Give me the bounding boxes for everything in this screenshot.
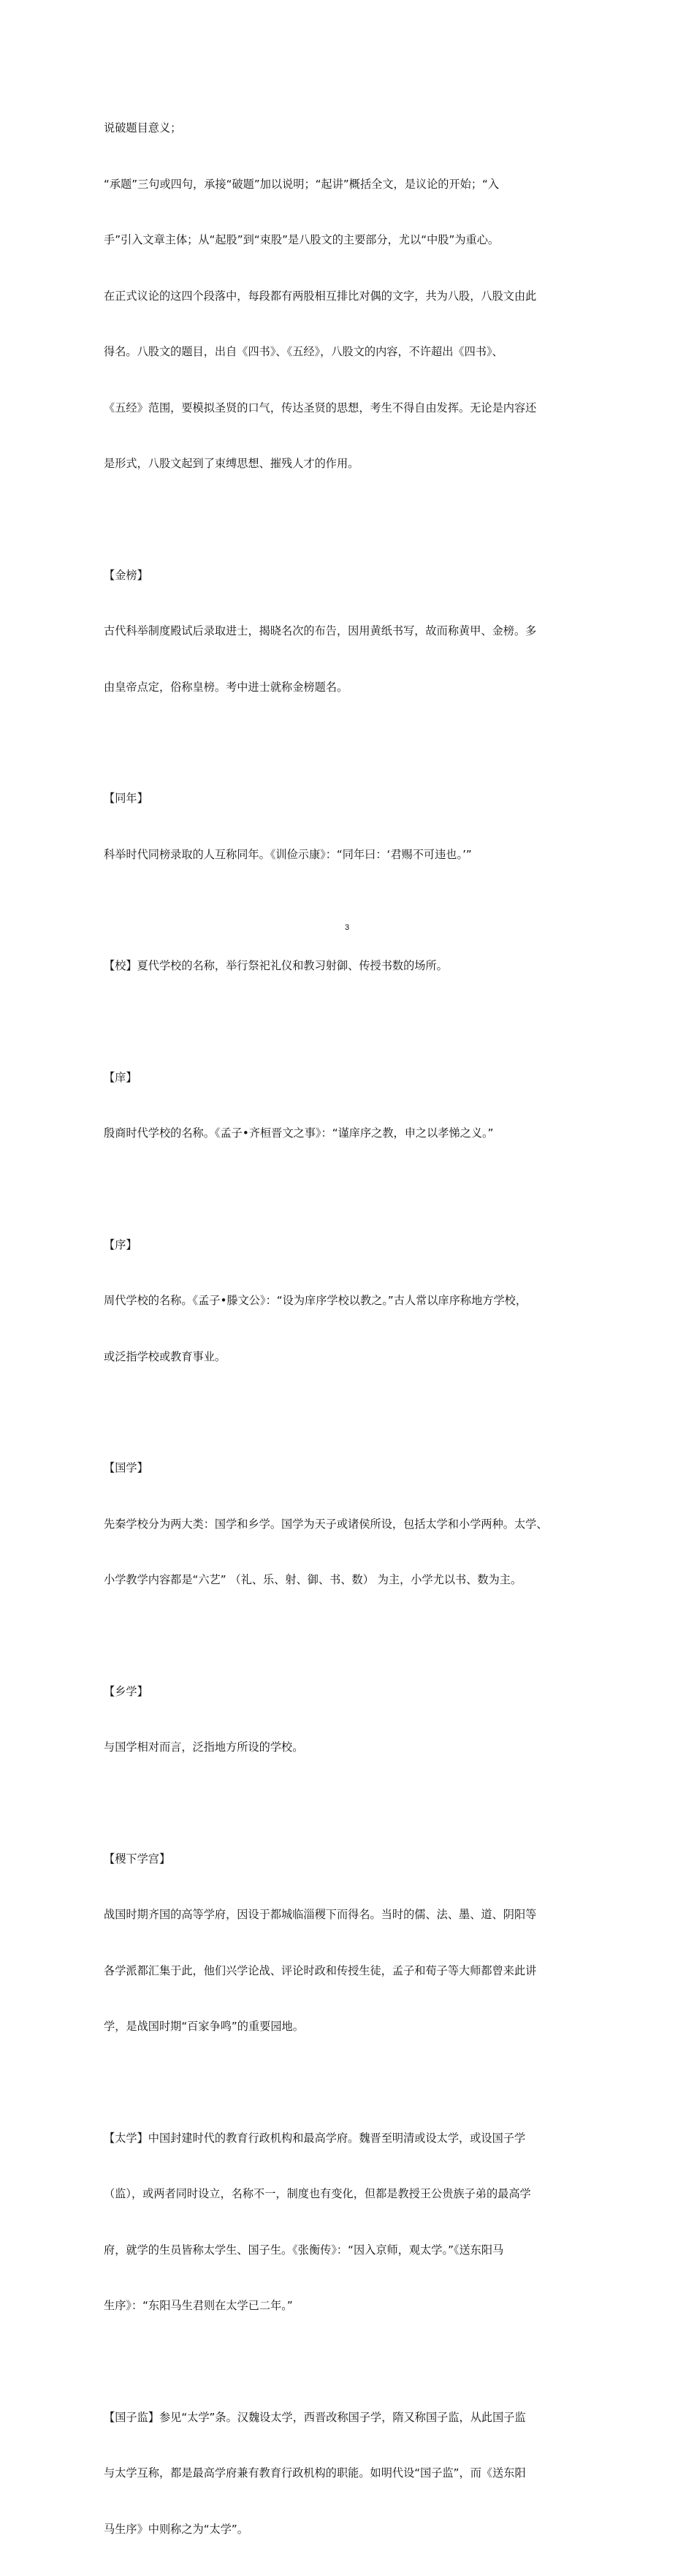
entry-heading: 【金榜】 bbox=[104, 567, 600, 586]
entry-xu bbox=[104, 1199, 600, 1404]
page-number: 3 bbox=[0, 923, 694, 932]
intro-line: 《五经》范围，要模拟圣贤的口气，传达圣贤的思想，考生不得自由发挥。无论是内容还 bbox=[104, 399, 600, 418]
entry-text: 小学教学内容都是“六艺” （礼、乐、射、御、书、数） 为主，小学尤以书、数为主。 bbox=[104, 1571, 600, 1590]
entry-text: 各学派都汇集于此，他们兴学论战、评论时政和传授生徒，孟子和荀子等大师都曾来此讲 bbox=[104, 1962, 600, 1981]
intro-line: 得名。八股文的题目，出自《四书》、《五经》，八股文的内容，不许超出《四书》、 bbox=[104, 343, 600, 362]
entry-text: 古代科举制度殿试后录取进士，揭晓名次的布告，因用黄纸书写，故而称黄甲、金榜。多 bbox=[104, 622, 600, 641]
entry-text: 学，是战国时期“百家争鸣”的重要园地。 bbox=[104, 2018, 600, 2037]
entry-text: 马生序》中则称之为“太学”。 bbox=[104, 2520, 600, 2539]
entry-text: 由皇帝点定，俗称皇榜。考中进士就称金榜题名。 bbox=[104, 678, 600, 697]
entry-heading: 【稷下学宫】 bbox=[104, 1850, 600, 1869]
entry-heading: 【国学】 bbox=[104, 1459, 600, 1478]
entry-taixue bbox=[104, 2092, 600, 2353]
entry-heading: 【同年】 bbox=[104, 789, 600, 808]
entry-text: 先秦学校分为两大类：国学和乡学。国学为天子或诸侯所设，包括太学和小学两种。太学、 bbox=[104, 1515, 600, 1534]
entry-xiangxue bbox=[104, 1645, 600, 1795]
intro-line: 是形式，八股文起到了束缚思想、摧残人才的作用。 bbox=[104, 455, 600, 474]
intro-line: 在正式议论的这四个段落中，每段都有两股相互排比对偶的文字，共为八股，八股文由此 bbox=[104, 287, 600, 306]
intro-paragraph bbox=[104, 82, 600, 511]
entry-text: 科举时代同榜录取的人互称同年。《训俭示康》：“同年曰：‘君赐不可违也。’” bbox=[104, 846, 600, 865]
entry-guoxue bbox=[104, 1422, 600, 1627]
entry-xiang bbox=[104, 1031, 600, 1181]
entry-text: 与国学相对而言，泛指地方所设的学校。 bbox=[104, 1738, 600, 1757]
entry-text: 或泛指学校或教育事业。 bbox=[104, 1348, 600, 1367]
entry-xiao bbox=[104, 920, 600, 1013]
entry-text: 殷商时代学校的名称。《孟子•齐桓晋文之事》：“谨庠序之教，申之以孝悌之义。” bbox=[104, 1124, 600, 1143]
document-body bbox=[104, 82, 600, 2576]
entry-text: 府，就学的生员皆称太学生、国子生。《张衡传》：“因入京师，观太学。”《送东阳马 bbox=[104, 2241, 600, 2260]
intro-line: 手”引入文章主体；从“起股”到“束股”是八股文的主要部分，尤以“中股”为重心。 bbox=[104, 231, 600, 250]
entry-text: 周代学校的名称。《孟子•滕文公》：“设为庠序学校以教之。”古人常以庠序称地方学校， bbox=[104, 1292, 600, 1311]
entry-text: 与太学互称，都是最高学府兼有教育行政机构的职能。如明代设“国子监”，而《送东阳 bbox=[104, 2464, 600, 2483]
entry-text: 生序》：“东阳马生君则在太学已二年。” bbox=[104, 2297, 600, 2316]
entry-text: 【国子监】参见“太学”条。汉魏设太学，西晋改称国子学，隋又称国子监，从此国子监 bbox=[104, 2409, 600, 2428]
entry-tongnian bbox=[104, 752, 600, 901]
entry-text: 【校】夏代学校的名称，举行祭祀礼仪和教习射御、传授书数的场所。 bbox=[104, 957, 600, 976]
entry-text: 战国时期齐国的高等学府，因设于都城临淄稷下而得名。当时的儒、法、墨、道、阴阳等 bbox=[104, 1906, 600, 1925]
intro-line: 说破题目意义； bbox=[104, 119, 600, 138]
entry-guozijian bbox=[104, 2371, 600, 2576]
entry-jinbang bbox=[104, 529, 600, 735]
entry-text: （监），或两者同时设立，名称不一，制度也有变化，但都是教授王公贵族子弟的最高学 bbox=[104, 2185, 600, 2204]
entry-heading: 【乡学】 bbox=[104, 1683, 600, 1702]
entry-jixia bbox=[104, 1813, 600, 2074]
entry-text: 【太学】中国封建时代的教育行政机构和最高学府。魏晋至明清或设太学，或设国子学 bbox=[104, 2129, 600, 2148]
entry-heading: 【庠】 bbox=[104, 1069, 600, 1088]
intro-line: “承题”三句或四句，承接“破题”加以说明；“起讲”概括全文，是议论的开始；“入 bbox=[104, 175, 600, 194]
entry-heading: 【序】 bbox=[104, 1236, 600, 1255]
